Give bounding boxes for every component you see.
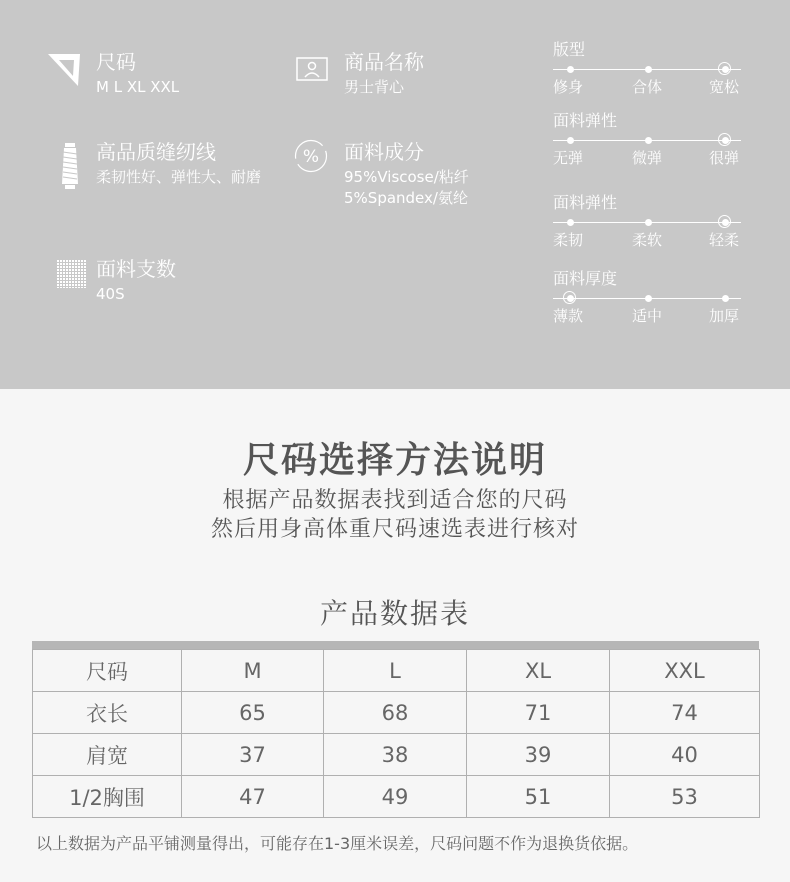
table-row [33,776,760,818]
scale-label: 面料厚度 [553,269,618,288]
table-header-cell: XL [467,650,610,692]
scale-dot [567,219,574,226]
spec-name-title: 商品名称 [344,50,424,74]
scale-option: 无弹 [553,149,584,167]
scale-option: 柔软 [632,231,663,249]
thread-spool-icon [58,142,82,194]
spec-composition-title: 面料成分 [344,140,424,164]
spec-size-title: 尺码 [96,50,136,74]
table-cell: 68 [324,692,467,734]
table-header-cell: 尺码 [33,650,182,692]
table-header-cell: M [182,650,324,692]
spec-count [96,257,176,305]
spec-panel [0,0,790,389]
scale-option: 宽松 [709,78,740,96]
table-cell: 肩宽 [33,734,182,776]
table-header-row [33,650,760,692]
spec-composition [344,140,469,209]
spec-composition-line2: 5%Spandex/氨纶 [344,189,468,207]
scale-label: 面料弹性 [553,193,618,212]
table-cell: 37 [182,734,324,776]
size-table [32,641,759,818]
scale-option: 柔韧 [553,231,584,249]
table-cell: 38 [324,734,467,776]
table-cell: 65 [182,692,324,734]
table-cell: 49 [324,776,467,818]
scale-label: 版型 [553,40,586,59]
percent-icon [294,139,328,177]
scale-line [553,222,741,223]
scale-dot [645,66,652,73]
scale-dot [645,137,652,144]
spec-name [344,50,424,98]
scale-line [553,298,741,299]
scale-dot [567,137,574,144]
scale-option: 轻柔 [709,231,740,249]
table-row [33,692,760,734]
scale-option: 微弹 [632,149,663,167]
scale-elasticity [553,111,743,167]
measurement-note: 以上数据为产品平铺测量得出，可能存在1-3厘米误差，尺码问题不作为退换货依据。 [36,834,639,853]
scale-option: 很弹 [709,149,740,167]
table-cell: 53 [610,776,760,818]
scale-dot-selected [722,66,729,73]
spec-thread [96,140,261,188]
table-title: 产品数据表 [319,597,470,630]
table-cell: 51 [467,776,610,818]
scale-option: 修身 [553,78,584,96]
table-header-cell: L [324,650,467,692]
scale-line [553,69,741,70]
table-row [33,734,760,776]
spec-size [96,50,179,98]
scale-dot-selected [567,295,574,302]
fabric-texture-icon [57,260,87,292]
spec-size-value: M L XL XXL [96,78,180,96]
spec-thread-value: 柔韧性好、弹性大、耐磨 [96,168,262,186]
scale-dot [567,66,574,73]
scale-dot [645,219,652,226]
size-guide-line-2: 然后用身高体重尺码速选表进行核对 [210,517,579,542]
scale-dot [645,295,652,302]
table-cell: 1/2胸围 [33,776,182,818]
table-cell: 47 [182,776,324,818]
table-cell: 39 [467,734,610,776]
scale-fit [553,40,743,96]
scale-thickness [553,269,743,325]
scale-option: 薄款 [553,307,584,325]
scale-option: 加厚 [709,307,740,325]
scale-softness [553,193,743,249]
scale-option: 合体 [632,78,663,96]
svg-text:%: % [302,147,320,167]
spec-composition-line1: 95%Viscose/粘纤 [344,168,469,186]
scale-line [553,140,741,141]
size-guide-line-1: 根据产品数据表找到适合您的尺码 [222,488,568,513]
spec-name-value: 男士背心 [344,78,405,96]
size-guide-title: 尺码选择方法说明 [242,440,547,481]
table-cell: 40 [610,734,760,776]
table-top-bar [32,641,759,649]
table-header-cell: XXL [610,650,760,692]
scale-label: 面料弹性 [553,111,618,130]
spec-thread-title: 高品质缝纫线 [96,140,216,164]
scale-option: 适中 [632,307,663,325]
scale-dot [722,295,729,302]
table-cell: 71 [467,692,610,734]
spec-count-value: 40S [96,285,125,303]
scale-dot-selected [722,219,729,226]
spec-count-title: 面料支数 [96,257,176,281]
table-cell: 74 [610,692,760,734]
table-cell: 衣长 [33,692,182,734]
scale-dot-selected [722,137,729,144]
triangle-ruler-icon [47,52,81,92]
person-card-icon [296,57,328,85]
